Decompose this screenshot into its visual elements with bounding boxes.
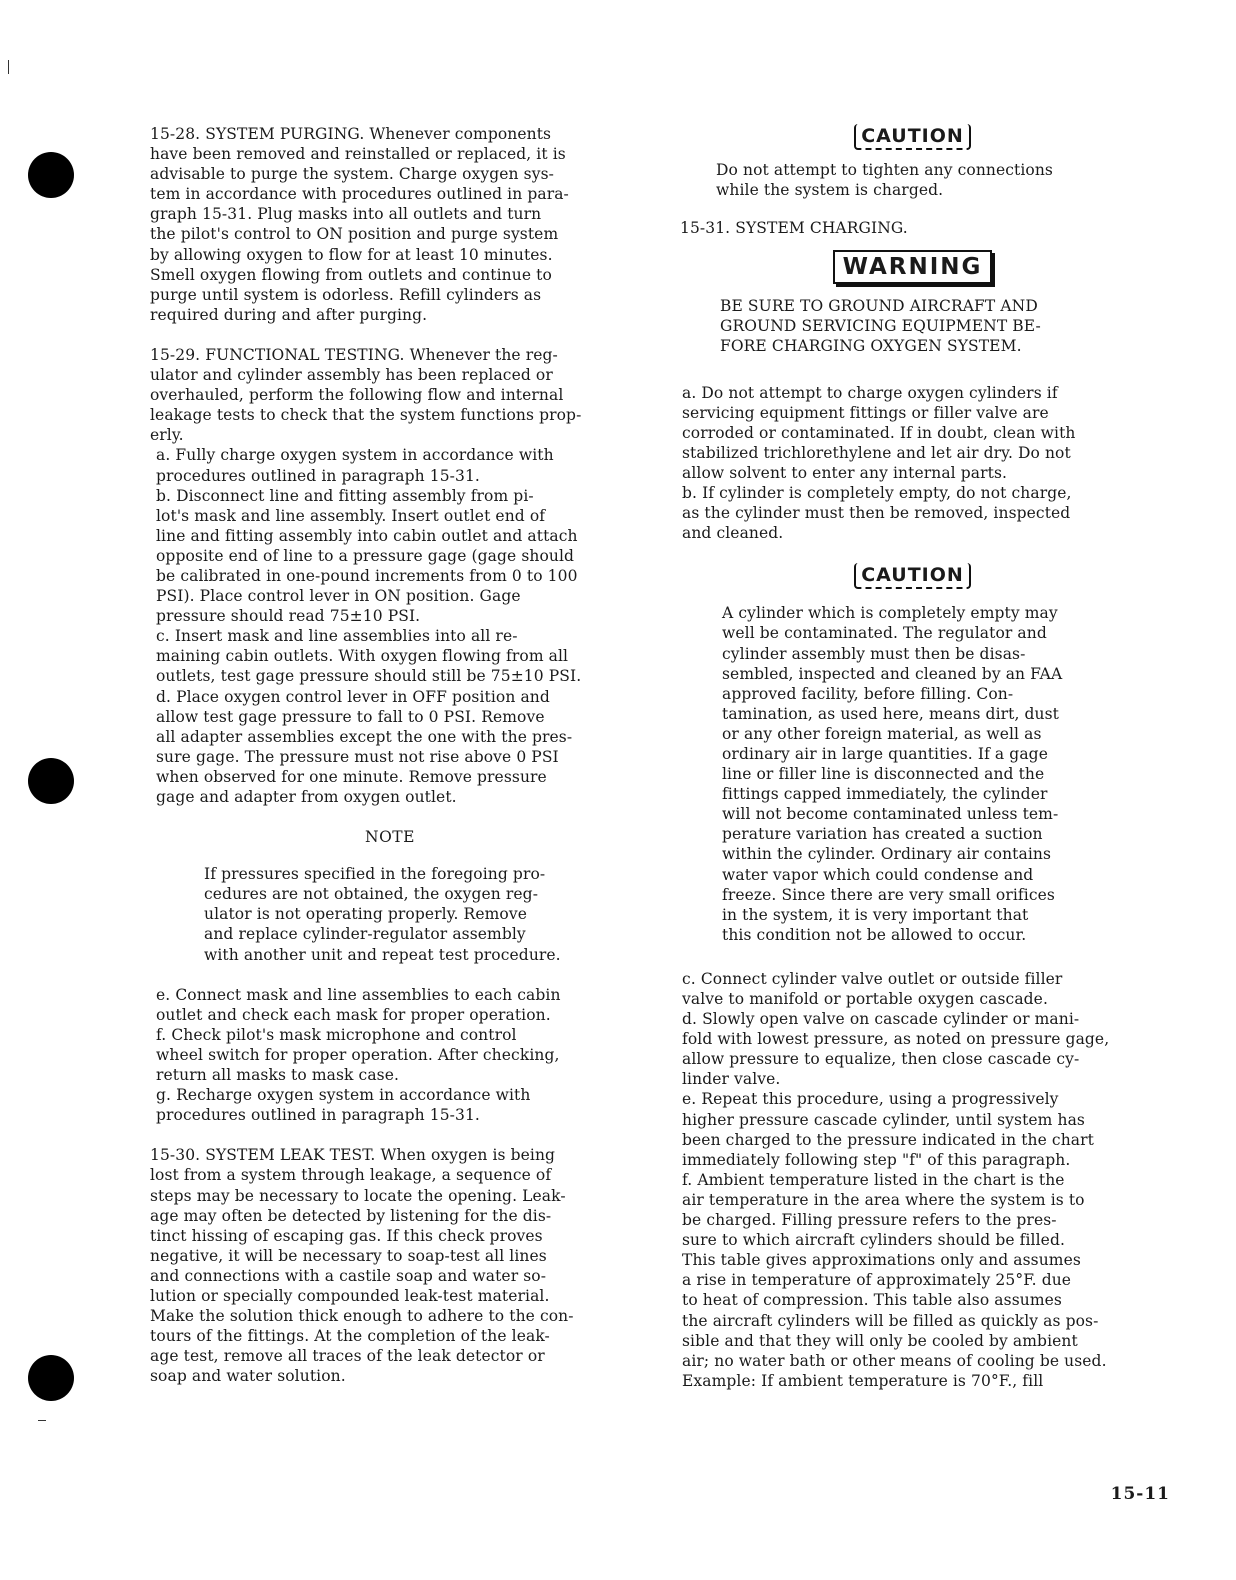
caution-badge: CAUTION <box>854 563 971 589</box>
charging-step-d: d. Slowly open valve on cascade cylinder or mani- fold with lowest pressure, as noted on pressure gage, allow pressure to equalize, then close cascade cy- linder valve. <box>682 1010 1110 1089</box>
functional-step-g: g. Recharge oxygen system in accordance with procedures outlined in paragraph 15-31. <box>156 1086 531 1125</box>
charging-step-c: c. Connect cylinder valve outlet or outside filler valve to manifold or portable oxygen cascade. <box>682 969 1063 1008</box>
binder-hole-top <box>28 152 74 198</box>
system-leak-test-paragraph: 15-30. SYSTEM LEAK TEST. When oxygen is being lost from a system through leakage, a sequence of steps may be necessary to locate the opening. Leak- age may often be detected by listening for the dis- tinct hissing of escaping gas. If this check proves negative, it will be necessary to soap-test all lines and connections with a castile soap and water so- lution or specially compounded leak-test material. Make the solution thick enough to adhere to the con- tours of the fittings. At the completion of the leak- age test, remove all traces of the leak detector or soap and water solution. <box>150 1146 574 1386</box>
functional-step-c: c. Insert mask and line assemblies into all re- maining cabin outlets. With oxygen flowing from all outlets, test gage pressure should still be 75±10 PSI. <box>156 627 582 686</box>
charging-step-a: a. Do not attempt to charge oxygen cylinders if servicing equipment fittings or filler valve are corroded or contaminated. If in doubt, clean with stabilized trichlorethylene and let air dry. Do not allow solvent to enter any internal parts. <box>682 383 1076 482</box>
caution-block-1 <box>680 124 1145 150</box>
warning-badge: WARNING <box>833 250 993 284</box>
charging-example: Example: If ambient temperature is 70°F., fill <box>682 1371 1044 1390</box>
functional-testing-intro: 15-29. FUNCTIONAL TESTING. Whenever the reg- ulator and cylinder assembly has been replaced or overhauled, perform the following flow and internal leakage tests to check that the system functions prop- erly. <box>150 345 582 445</box>
warning-block <box>680 250 1145 284</box>
functional-step-e: e. Connect mask and line assemblies to each cabin outlet and check each mask for proper operation. <box>156 985 561 1024</box>
charging-step-b: b. If cylinder is completely empty, do not charge, as the cylinder must then be removed, inspected and cleaned. <box>682 484 1072 543</box>
note-heading: NOTE <box>365 828 415 847</box>
scan-mark-top <box>8 60 9 74</box>
system-charging-heading: 15-31. SYSTEM CHARGING. <box>680 219 908 238</box>
binder-hole-middle <box>28 758 74 804</box>
note-text: If pressures specified in the foregoing pro- cedures are not obtained, the oxygen reg- ulator is not operating properly. Remove and replace cylinder-regulator assembly with another unit and repeat test procedure. <box>204 865 561 964</box>
binder-hole-bottom <box>28 1355 74 1401</box>
functional-step-f: f. Check pilot's mask microphone and control wheel switch for proper operation. After checking, return all masks to mask case. <box>156 1025 560 1085</box>
charging-steps-a-b <box>680 383 1145 544</box>
right-column <box>680 124 1145 1391</box>
charging-steps-c-f <box>680 969 1145 1391</box>
functional-step-b: b. Disconnect line and fitting assembly from pi- lot's mask and line assembly. Insert outlet end of line and fitting assembly into cabin outlet and attach opposite end of line to a pressure gage (gage should be calibrated in one-pound increments from 0 to 100 PSI). Place control lever in ON position. Gage pressure should read 75±10 PSI. <box>156 486 578 626</box>
functional-step-a: a. Fully charge oxygen system in accordance with procedures outlined in paragraph 15-31. <box>156 446 554 485</box>
scan-mark-bottom <box>38 1420 46 1421</box>
charging-step-e: e. Repeat this procedure, using a progressively higher pressure cascade cylinder, until system has been charged to the pressure indicated in the chart immediately following step "f" of this paragraph. <box>682 1090 1094 1169</box>
caution-block-2 <box>680 563 1145 589</box>
page-number: 15-11 <box>1110 1484 1170 1504</box>
charging-step-f: f. Ambient temperature listed in the chart is the air temperature in the area where the system is to be charged. Filling pressure refers to the pres- sure to which aircraft cylinders should be filled. This table gives approximations only and assumes a rise in temperature of approximately 25°F. due to heat of compression. This table also assumes the aircraft cylinders will be filled as quickly as pos- sible and that they will only be cooled by ambient air; no water bath or other means of cooling be used. <box>682 1170 1107 1370</box>
warning-text: BE SURE TO GROUND AIRCRAFT AND GROUND SERVICING EQUIPMENT BE- FORE CHARGING OXYGEN SYSTEM. <box>720 297 1041 356</box>
caution-text-2: A cylinder which is completely empty may well be contaminated. The regulator and cylinder assembly must then be disas- sembled, inspected and cleaned by an FAA approved facility, before filling. Con- tamination, as used here, means dirt, dust or any other foreign material, as well as ordinary air in large quantities. If a gage line or filler line is disconnected and the fittings capped immediately, the cylinder will not become contaminated unless tem- perature variation has created a suction within the cylinder. Ordinary air contains water vapor which could condense and freeze. Since there are very small orifices in the system, it is very important that this condition not be allowed to occur. <box>722 604 1063 944</box>
left-column <box>150 124 630 1406</box>
functional-step-d: d. Place oxygen control lever in OFF position and allow test gage pressure to fall to 0 PSI. Remove all adapter assemblies except the one with the pres- sure gage. The pressure must not rise above 0 PSI when observed for one minute. Remove pressure gage and adapter from oxygen outlet. <box>156 687 573 806</box>
caution-text-1: Do not attempt to tighten any connections while the system is charged. <box>716 161 1053 200</box>
caution-badge: CAUTION <box>854 124 971 150</box>
system-purging-paragraph: 15-28. SYSTEM PURGING. Whenever components have been removed and reinstalled or replaced, it is advisable to purge the system. Charge oxygen sys- tem in accordance with procedures outlined in para- graph 15-31. Plug masks into all outlets and turn the pilot's control to ON position and purge system by allowing oxygen to flow for at least 10 minutes. Smell oxygen flowing from outlets and continue to purge until system is odorless. Refill cylinders as required during and after purging. <box>150 125 569 324</box>
